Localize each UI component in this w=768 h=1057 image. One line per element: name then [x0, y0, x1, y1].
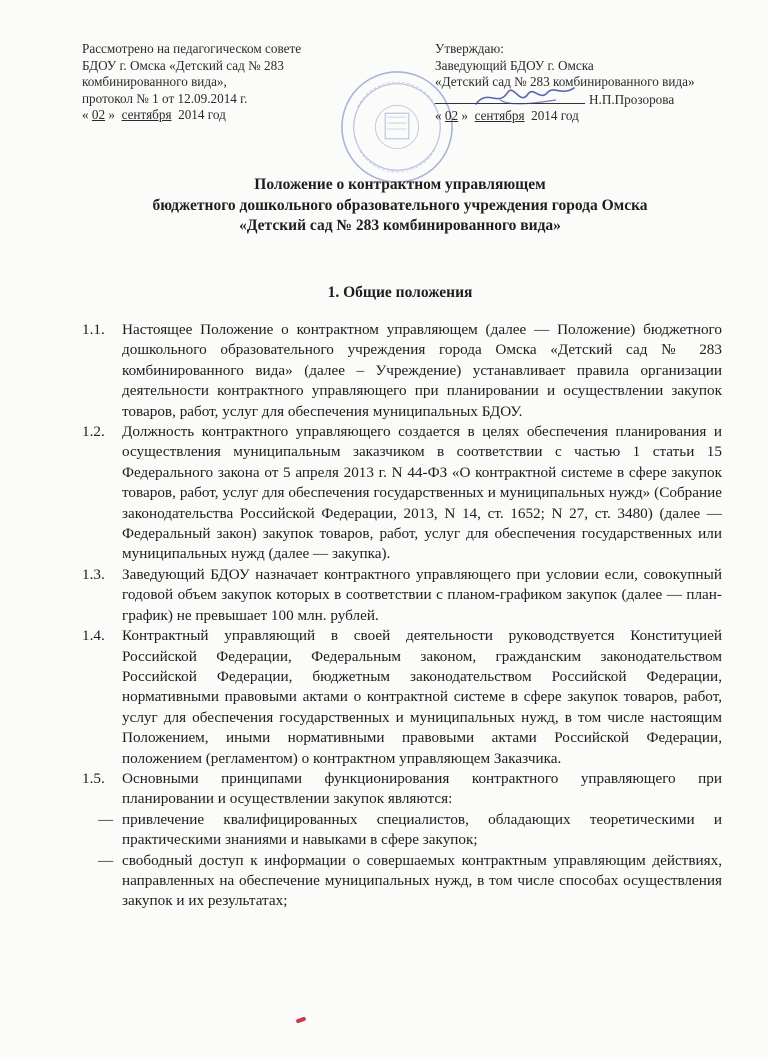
list-item-text: привлечение квалифицированных специалистов, обладающих теоретическими и практическими знаниями и навыками в сфере закупок;: [122, 810, 722, 849]
clause-item: [84, 565, 722, 626]
clause-item: [84, 769, 722, 810]
red-ink-mark: [296, 1016, 307, 1023]
clause-text: Должность контрактного управляющего создается в целях обеспечения планирования и осуществления муниципальным заказчиком в соответствии с частью 1 статьи 15 Федерального закона от 5 апреля 2013 г. N 44-ФЗ «О контрактной системе в сфере закупок товаров, работ, услуг для обеспечения государственных и муниципальных нужд» (Собрание законодательства Российской Федерации, 2013, N 14, ст. 1652; N 27, ст. 3480) (далее — Федеральный закон) закупок товаров, работ, услуг для обеспечения государственных или муниципальных нужд (далее — закупка).: [122, 423, 722, 563]
clause-item: [84, 626, 722, 769]
review-date-close: »: [108, 107, 115, 123]
clause-text: Заведующий БДОУ назначает контрактного управляющего при условии если, совокупный годовой объем закупок которых в соответствии с планом-графиком закупок (далее — план-график) не превышает 100 млн. рублей.: [122, 565, 722, 624]
review-date-month: сентября: [121, 107, 172, 123]
clause-text: Основными принципами функционирования контрактного управляющего при планировании и осуществлении закупок являются:: [122, 769, 722, 808]
clause-text: Настоящее Положение о контрактном управляющем (далее — Положение) бюджетного дошкольного образовательного учреждения города Омска «Детский сад № 283 комбинированного вида» (далее – Учреждение) устанавливает правила организации деятельности контрактного управляющего при планировании и осуществлении закупок товаров, работ, услуг для обеспечения муниципальных БДОУ.: [122, 321, 722, 420]
review-line-3: комбинированного вида»,: [82, 74, 227, 90]
review-date: [82, 107, 382, 124]
list-dash: —: [98, 851, 114, 869]
review-date-open: «: [82, 107, 89, 123]
list-item: [84, 851, 722, 912]
list-item: [84, 810, 722, 851]
clause-number: 1.2.: [82, 423, 105, 441]
approval-line-3: «Детский сад № 283 комбинированного вида»: [435, 74, 695, 90]
clause-number: 1.3.: [82, 565, 105, 583]
header-review-block: [82, 41, 382, 124]
approval-line-2: Заведующий БДОУ г. Омска: [435, 57, 594, 73]
list-dash: —: [98, 810, 114, 828]
approval-date-open: «: [435, 108, 442, 124]
title-line-2: бюджетного дошкольного образовательного учреждения города Омска: [152, 196, 648, 214]
clause-item: [84, 320, 722, 422]
approval-signer-name: Н.П.Прозорова: [589, 91, 675, 107]
handwritten-signature-icon: [470, 78, 580, 114]
review-line-2: БДОУ г. Омска «Детский сад № 283: [82, 57, 284, 73]
section-heading: 1. Общие положения: [327, 284, 473, 301]
clause-number: 1.5.: [82, 769, 105, 787]
review-date-day: 02: [91, 107, 106, 123]
clause-text: Контрактный управляющий в своей деятельности руководствуется Конституцией Российской Федерации, Федеральным законом, гражданским законодательством Российской Федерации, бюджетным законодательством Российской Федерации, нормативными правовыми актами о контрактной системе в сфере закупок товаров, работ, услуг для обеспечения государственных и муниципальных нужд, в том числе настоящим Положением, иными нормативными правовыми актами Российской Федерации, положением (регламентом) о контрактном управляющем Заказчика.: [122, 627, 722, 767]
clause-number: 1.1.: [82, 321, 105, 338]
clause-number: 1.4.: [82, 627, 105, 645]
document-title: [60, 175, 740, 237]
review-date-year: 2014 год: [178, 107, 226, 123]
review-line-1: Рассмотрено на педагогическом совете: [82, 41, 302, 56]
approval-date-year: 2014 год: [531, 108, 579, 124]
approval-date-month: сентября: [474, 108, 525, 124]
list-item-text: свободный доступ к информации о совершаемых контрактным управляющим действиях, направленных на обеспечение муниципальных нужд, в том числе способах осуществления закупок и их результатах;: [122, 851, 722, 910]
title-line-3: «Детский сад № 283 комбинированного вида»: [239, 217, 561, 234]
approval-date-close: »: [461, 108, 468, 124]
document-body: [84, 320, 722, 912]
review-line-4: протокол № 1 от 12.09.2014 г.: [82, 90, 248, 106]
title-line-1: Положение о контрактном управляющем: [254, 176, 546, 193]
approval-line-1: Утверждаю:: [435, 41, 504, 56]
approval-date-day: 02: [444, 108, 459, 124]
clause-item: [84, 422, 722, 565]
